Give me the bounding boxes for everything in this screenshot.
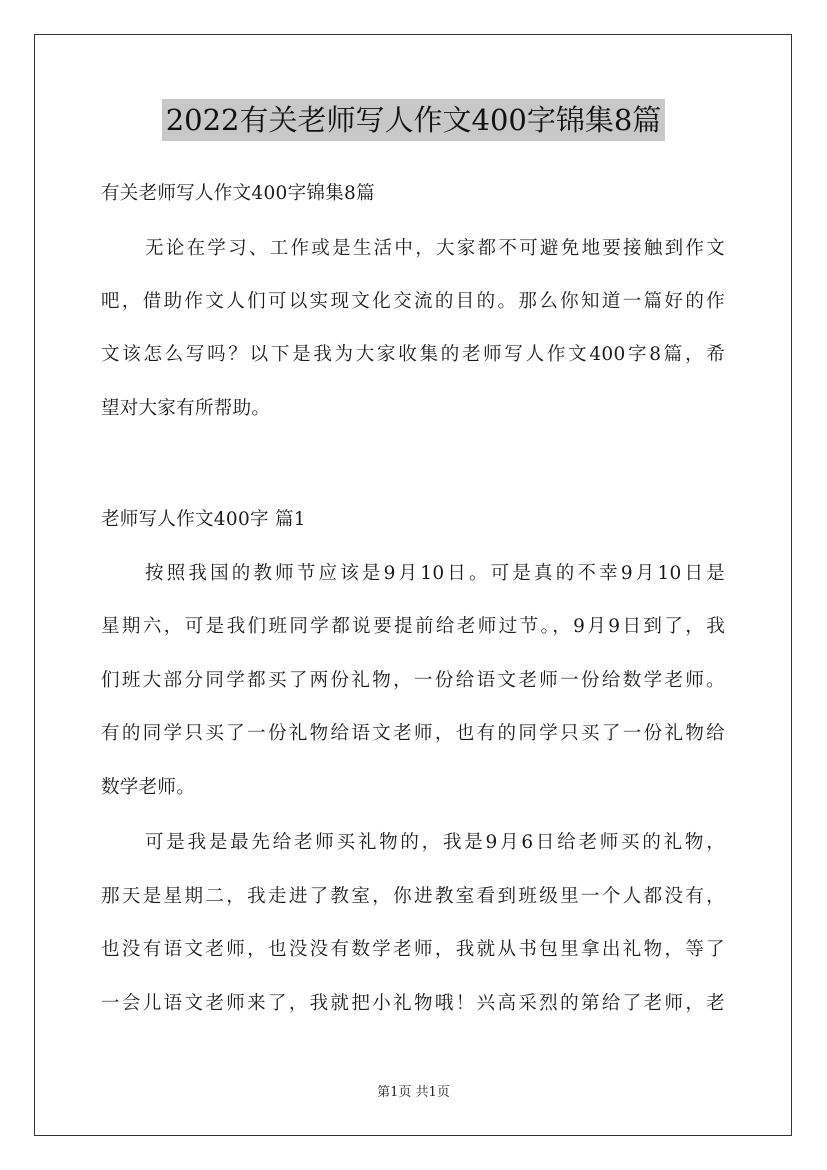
- paragraph1-line-3: 们班大部分同学都买了两份礼物，一份给语文老师一份给数学老师。: [101, 670, 725, 691]
- paragraph2-line-3: 也没有语文老师，也没没有数学老师，我就从书包里拿出礼物，等了: [101, 939, 725, 960]
- paragraph1-line-4: 有的同学只买了一份礼物给语文老师，也有的同学只买了一份礼物给: [101, 723, 725, 744]
- page-footer: 第1页 共1页: [377, 1085, 450, 1100]
- section-heading: 老师写人作文400字 篇1: [101, 509, 306, 530]
- intro-line-3: 文该怎么写吗？以下是我为大家收集的老师写人作文400字8篇，希: [101, 344, 725, 365]
- intro-line-1: 无论在学习、工作或是生活中，大家都不可避免地要接触到作文: [145, 238, 725, 259]
- paragraph1-line-2: 星期六，可是我们班同学都说要提前给老师过节。，9月9日到了，我: [101, 616, 725, 637]
- paragraph2-line-4: 一会儿语文老师来了，我就把小礼物哦！兴高采烈的第给了老师，老: [101, 993, 725, 1014]
- document-title: 2022有关老师写人作文400字锦集8篇: [162, 99, 666, 141]
- paragraph2-line-2: 那天是星期二，我走进了教室，你进教室看到班级里一个人都没有，: [101, 886, 725, 907]
- document-subtitle: 有关老师写人作文400字锦集8篇: [101, 183, 375, 204]
- paragraph2-line-1: 可是我是最先给老师买礼物的，我是9月6日给老师买的礼物，: [145, 832, 725, 853]
- intro-line-4: 望对大家有所帮助。: [101, 398, 271, 419]
- paragraph1-line-5: 数学老师。: [101, 777, 196, 798]
- intro-line-2: 吧，借助作文人们可以实现文化交流的目的。那么你知道一篇好的作: [101, 291, 725, 312]
- title-container: [0, 99, 827, 141]
- paragraph1-line-1: 按照我国的教师节应该是9月10日。可是真的不幸9月10日是: [145, 563, 725, 584]
